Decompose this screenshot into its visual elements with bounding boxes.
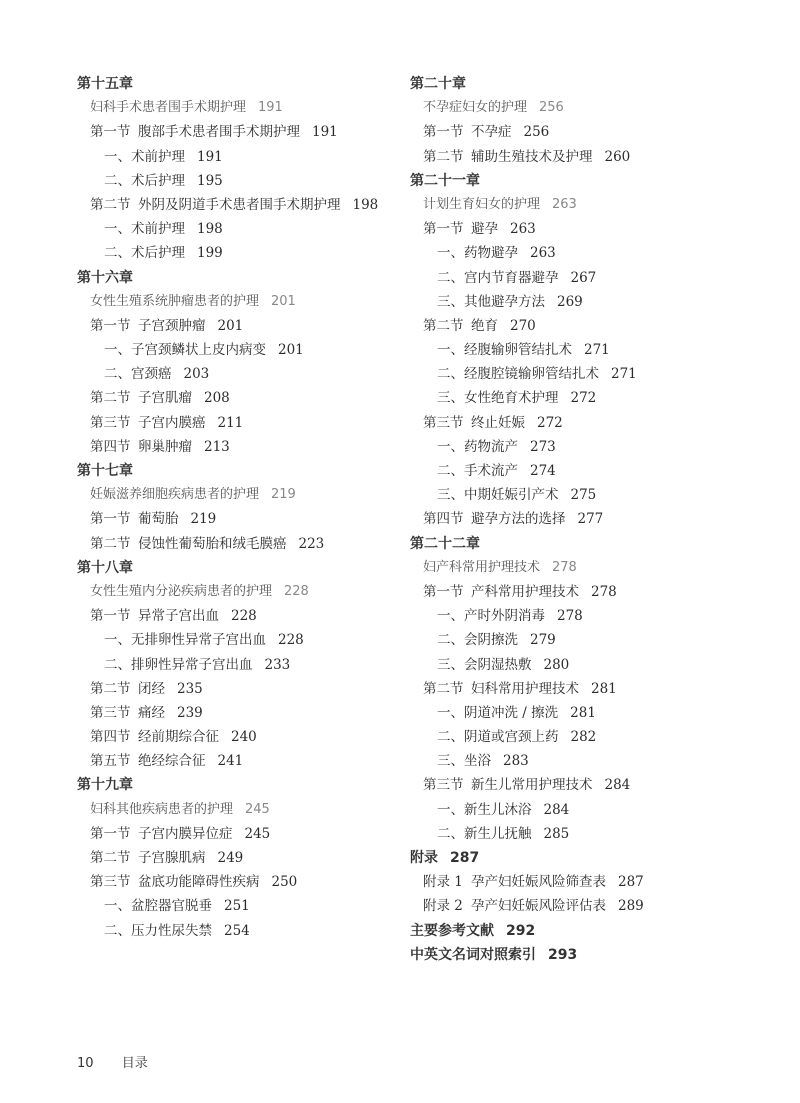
toc-page-number: 283 xyxy=(503,753,529,770)
toc-page-number: 282 xyxy=(570,729,597,746)
toc-item[interactable] xyxy=(410,483,790,507)
toc-section-number: 第二节 xyxy=(90,196,131,213)
footer-title: 目录 xyxy=(121,1056,148,1071)
toc-section-number: 第二节 xyxy=(423,680,464,697)
toc-page-number: 239 xyxy=(177,704,203,721)
toc-appendix[interactable] xyxy=(410,870,790,894)
toc-title: 一、新生儿沐浴 xyxy=(437,801,532,818)
toc-item[interactable] xyxy=(410,628,790,652)
toc-page-number: 219 xyxy=(190,511,217,528)
toc-page-number: 287 xyxy=(618,874,644,891)
toc-title: 妊娠滋养细胞疾病患者的护理 xyxy=(90,487,260,503)
toc-title: 绝经综合征 xyxy=(138,753,206,770)
toc-title: 异常子宫出血 xyxy=(138,608,219,625)
toc-page-number: 198 xyxy=(352,196,379,213)
toc-title: 妇科手术患者围手术期护理 xyxy=(90,100,247,116)
toc-sub[interactable] xyxy=(410,96,790,120)
toc-title: 附录 xyxy=(410,850,438,866)
toc-item[interactable] xyxy=(77,919,397,943)
toc-page-number: 292 xyxy=(506,922,536,939)
toc-title: 子宫腺肌病 xyxy=(138,850,206,866)
toc-section-number: 附录 2 xyxy=(423,898,463,915)
toc-page-number: 269 xyxy=(557,293,583,310)
toc-section[interactable] xyxy=(77,193,397,217)
toc-page-number: 250 xyxy=(271,874,298,891)
toc-section-number: 第三节 xyxy=(423,777,464,794)
toc-section-number: 第二节 xyxy=(90,535,131,552)
toc-page-number: 277 xyxy=(577,511,604,528)
toc-item[interactable] xyxy=(410,241,790,265)
toc-sub[interactable] xyxy=(410,193,790,217)
toc-title: 第十九章 xyxy=(77,777,133,794)
toc-title: 第十七章 xyxy=(77,463,133,479)
toc-title: 绝育 xyxy=(471,317,498,334)
toc-section-number: 第一节 xyxy=(423,124,464,141)
toc-section[interactable] xyxy=(77,846,397,870)
toc-item[interactable] xyxy=(410,701,790,725)
toc-section[interactable] xyxy=(410,314,790,338)
toc-title: 二、术后护理 xyxy=(104,172,185,189)
toc-section-number: 第四节 xyxy=(90,438,131,455)
toc-item[interactable] xyxy=(77,145,397,169)
toc-title: 一、术前护理 xyxy=(104,148,185,165)
toc-item[interactable] xyxy=(410,386,790,410)
toc-item[interactable] xyxy=(410,798,790,822)
toc-item[interactable] xyxy=(410,653,790,677)
toc-page-number: 271 xyxy=(611,366,637,383)
toc-section-number: 附录 1 xyxy=(423,874,463,891)
toc-title: 三、中期妊娠引产术 xyxy=(437,487,559,504)
toc-title: 子宫内膜癌 xyxy=(138,414,206,431)
toc-page-number: 191 xyxy=(197,148,223,165)
toc-page-number: 228 xyxy=(231,608,257,625)
toc-page-number: 263 xyxy=(530,245,556,262)
toc-title: 三、坐浴 xyxy=(437,753,491,770)
toc-section-number: 第一节 xyxy=(90,511,131,528)
toc-page-number: 240 xyxy=(231,729,257,746)
toc-page-number: 228 xyxy=(278,632,304,649)
toc-section-number: 第二节 xyxy=(90,850,131,866)
toc-chapter[interactable] xyxy=(410,169,790,193)
toc-title: 新生儿常用护理技术 xyxy=(471,777,593,794)
toc-section[interactable] xyxy=(410,580,790,604)
toc-section-number: 第二节 xyxy=(423,148,464,165)
toc-title: 一、术前护理 xyxy=(104,221,185,238)
toc-item[interactable] xyxy=(410,725,790,749)
toc-section-number: 第三节 xyxy=(90,414,131,431)
toc-section[interactable] xyxy=(77,725,397,749)
toc-item[interactable] xyxy=(77,169,397,193)
toc-backmatter[interactable] xyxy=(410,846,790,870)
toc-section[interactable] xyxy=(77,677,397,701)
toc-section[interactable] xyxy=(410,773,790,797)
toc-page-number: 284 xyxy=(604,777,631,794)
toc-section[interactable] xyxy=(410,145,790,169)
toc-section-number: 第三节 xyxy=(423,414,464,431)
toc-page-number: 201 xyxy=(271,293,296,309)
toc-page-number: 256 xyxy=(523,124,550,141)
toc-section[interactable] xyxy=(77,604,397,628)
toc-section[interactable] xyxy=(77,386,397,410)
toc-section[interactable] xyxy=(77,507,397,531)
toc-page-number: 289 xyxy=(618,898,644,915)
toc-chapter[interactable] xyxy=(77,72,397,96)
toc-title: 侵蚀性葡萄胎和绒毛膜癌 xyxy=(138,535,287,552)
toc-title: 避孕方法的选择 xyxy=(471,511,566,528)
toc-title: 妇产科常用护理技术 xyxy=(423,559,541,575)
toc-item[interactable] xyxy=(77,241,397,265)
toc-item[interactable] xyxy=(77,653,397,677)
toc-section[interactable] xyxy=(77,532,397,556)
toc-page-number: 201 xyxy=(278,342,304,359)
toc-section[interactable] xyxy=(77,870,397,894)
toc-page-number: 272 xyxy=(537,414,563,431)
toc-title: 腹部手术患者围手术期护理 xyxy=(138,124,300,141)
toc-item[interactable] xyxy=(410,338,790,362)
toc-page-number: 271 xyxy=(584,342,610,359)
toc-title: 女性生殖内分泌疾病患者的护理 xyxy=(90,583,273,599)
toc-title: 一、药物流产 xyxy=(437,438,518,455)
toc-chapter[interactable] xyxy=(77,556,397,580)
toc-page-number: 241 xyxy=(217,753,244,770)
toc-section[interactable] xyxy=(410,507,790,531)
toc-title: 二、新生儿抚触 xyxy=(437,825,532,842)
toc-chapter[interactable] xyxy=(77,266,397,290)
toc-page-number: 191 xyxy=(312,124,338,141)
toc-item[interactable] xyxy=(77,338,397,362)
toc-section[interactable] xyxy=(77,701,397,725)
toc-page-number: 208 xyxy=(204,390,230,407)
toc-title: 一、产时外阴消毒 xyxy=(437,608,545,625)
toc-title: 痛经 xyxy=(138,704,165,721)
toc-section[interactable] xyxy=(77,822,397,846)
toc-item[interactable] xyxy=(410,822,790,846)
toc-title: 终止妊娠 xyxy=(471,414,525,431)
toc-left-column xyxy=(77,72,397,943)
toc-title: 一、药物避孕 xyxy=(437,245,518,262)
toc-page-number: 278 xyxy=(591,583,617,600)
toc-section[interactable] xyxy=(77,314,397,338)
toc-section[interactable] xyxy=(77,435,397,459)
toc-title: 二、会阴擦洗 xyxy=(437,632,518,649)
toc-title: 第二十二章 xyxy=(410,535,480,552)
toc-title: 不孕症 xyxy=(471,124,512,141)
toc-page-number: 270 xyxy=(510,317,536,334)
toc-section-number: 第一节 xyxy=(90,608,131,625)
toc-page-number: 211 xyxy=(217,414,244,431)
toc-section-number: 第三节 xyxy=(90,874,131,891)
toc-title: 外阴及阴道手术患者围手术期护理 xyxy=(138,196,341,213)
toc-backmatter[interactable] xyxy=(410,919,790,943)
toc-title: 子宫内膜异位症 xyxy=(138,825,233,842)
toc-page-number: 287 xyxy=(450,850,480,866)
toc-item[interactable] xyxy=(77,894,397,918)
toc-section-number: 第二节 xyxy=(90,680,131,697)
toc-appendix[interactable] xyxy=(410,894,790,918)
toc-title: 二、术后护理 xyxy=(104,245,185,262)
toc-page-number: 251 xyxy=(224,898,250,915)
toc-title: 中英文名词对照索引 xyxy=(410,946,536,963)
toc-chapter[interactable] xyxy=(410,532,790,556)
toc-page-number: 263 xyxy=(552,196,577,212)
toc-section[interactable] xyxy=(77,749,397,773)
footer-page-number: 10 xyxy=(77,1056,94,1071)
toc-sub[interactable] xyxy=(77,483,397,507)
toc-sub[interactable] xyxy=(77,290,397,314)
toc-section[interactable] xyxy=(410,677,790,701)
toc-item[interactable] xyxy=(77,217,397,241)
toc-title: 妇科常用护理技术 xyxy=(471,680,579,697)
toc-section-number: 第五节 xyxy=(90,753,131,770)
toc-section-number: 第一节 xyxy=(90,317,131,334)
toc-title: 子宫颈肿瘤 xyxy=(138,317,206,334)
toc-page-number: 256 xyxy=(539,100,564,116)
toc-page-number: 219 xyxy=(271,487,296,503)
toc-title: 辅助生殖技术及护理 xyxy=(471,148,593,165)
toc-page-number: 263 xyxy=(510,221,536,238)
toc-title: 第十六章 xyxy=(77,269,133,286)
toc-title: 盆底功能障碍性疾病 xyxy=(138,874,260,891)
toc-title: 二、阴道或宫颈上药 xyxy=(437,729,559,746)
toc-item[interactable] xyxy=(410,266,790,290)
toc-page-number: 201 xyxy=(217,317,244,334)
toc-title: 女性生殖系统肿瘤患者的护理 xyxy=(90,293,260,309)
toc-page-number: 228 xyxy=(284,583,309,599)
toc-title: 二、排卵性异常子宫出血 xyxy=(104,656,253,673)
toc-title: 二、压力性尿失禁 xyxy=(104,922,212,939)
toc-page-number: 280 xyxy=(543,656,570,673)
toc-page-number: 285 xyxy=(543,825,570,842)
page-footer xyxy=(77,1052,148,1071)
toc-page-number: 203 xyxy=(183,366,210,383)
toc-section-number: 第二节 xyxy=(90,390,131,407)
toc-title: 孕产妇妊娠风险评估表 xyxy=(471,898,606,915)
toc-backmatter[interactable] xyxy=(410,943,790,967)
toc-title: 闭经 xyxy=(138,680,165,697)
toc-page-number: 195 xyxy=(197,172,223,189)
toc-title: 经前期综合征 xyxy=(138,729,219,746)
toc-title: 卵巢肿瘤 xyxy=(138,438,192,455)
toc-page-number: 223 xyxy=(298,535,325,552)
toc-page-number: 199 xyxy=(197,245,223,262)
toc-chapter[interactable] xyxy=(77,773,397,797)
toc-item[interactable] xyxy=(410,362,790,386)
toc-page-number: 279 xyxy=(530,632,556,649)
toc-page-number: 275 xyxy=(570,487,597,504)
toc-page-number: 281 xyxy=(591,680,617,697)
toc-section-number: 第三节 xyxy=(90,704,131,721)
toc-page-number: 249 xyxy=(217,850,244,866)
toc-item[interactable] xyxy=(77,628,397,652)
toc-page-number: 274 xyxy=(530,463,556,479)
toc-title: 子宫肌瘤 xyxy=(138,390,192,407)
toc-page-number: 272 xyxy=(570,390,597,407)
toc-title: 主要参考文献 xyxy=(410,922,494,939)
toc-item[interactable] xyxy=(410,749,790,773)
toc-title: 第十八章 xyxy=(77,559,133,576)
toc-page-number: 278 xyxy=(552,559,577,575)
toc-section[interactable] xyxy=(77,120,397,144)
toc-title: 第十五章 xyxy=(77,76,133,92)
toc-section[interactable] xyxy=(77,411,397,435)
toc-sub[interactable] xyxy=(77,96,397,120)
toc-title: 孕产妇妊娠风险筛查表 xyxy=(471,874,606,891)
toc-item[interactable] xyxy=(77,362,397,386)
toc-right-column xyxy=(410,72,790,967)
toc-item[interactable] xyxy=(410,435,790,459)
toc-title: 避孕 xyxy=(471,221,498,238)
toc-sub[interactable] xyxy=(77,798,397,822)
toc-title: 妇科其他疾病患者的护理 xyxy=(90,801,234,817)
toc-title: 二、经腹腔镜输卵管结扎术 xyxy=(437,366,599,383)
toc-section[interactable] xyxy=(410,217,790,241)
toc-section-number: 第一节 xyxy=(90,124,131,141)
toc-chapter[interactable] xyxy=(410,72,790,96)
toc-item[interactable] xyxy=(410,290,790,314)
toc-page-number: 260 xyxy=(604,148,631,165)
toc-section-number: 第四节 xyxy=(90,729,131,746)
toc-page-number: 245 xyxy=(244,825,271,842)
toc-title: 一、盆腔器官脱垂 xyxy=(104,898,212,915)
toc-page-number: 278 xyxy=(557,608,583,625)
toc-title: 一、子宫颈鳞状上皮内病变 xyxy=(104,342,266,359)
toc-item[interactable] xyxy=(410,459,790,483)
toc-section-number: 第一节 xyxy=(423,221,464,238)
toc-chapter[interactable] xyxy=(77,459,397,483)
toc-title: 一、无排卵性异常子宫出血 xyxy=(104,632,266,649)
toc-sub[interactable] xyxy=(410,556,790,580)
toc-section-number: 第四节 xyxy=(423,511,464,528)
toc-page-number: 293 xyxy=(548,946,578,963)
toc-title: 二、宫颈癌 xyxy=(104,366,172,383)
toc-title: 二、宫内节育器避孕 xyxy=(437,269,559,286)
toc-sub[interactable] xyxy=(77,580,397,604)
toc-title: 三、会阴湿热敷 xyxy=(437,656,532,673)
toc-section-number: 第一节 xyxy=(423,583,464,600)
toc-title: 不孕症妇女的护理 xyxy=(423,100,528,116)
toc-title: 葡萄胎 xyxy=(138,511,179,528)
toc-title: 二、手术流产 xyxy=(437,463,518,479)
toc-page-number: 281 xyxy=(570,704,596,721)
toc-section-number: 第二节 xyxy=(423,317,464,334)
toc-page-number: 233 xyxy=(264,656,291,673)
toc-page-number: 254 xyxy=(224,922,250,939)
toc-page-number: 198 xyxy=(197,221,223,238)
toc-page-number: 267 xyxy=(570,269,597,286)
toc-page-number: 213 xyxy=(204,438,230,455)
toc-title: 三、女性绝育术护理 xyxy=(437,390,559,407)
toc-page-number: 191 xyxy=(258,100,283,116)
toc-title: 计划生育妇女的护理 xyxy=(423,196,541,212)
toc-page-number: 245 xyxy=(245,801,270,817)
toc-page-number: 235 xyxy=(177,680,203,697)
toc-title: 一、经腹输卵管结扎术 xyxy=(437,342,572,359)
toc-title: 第二十一章 xyxy=(410,172,480,189)
toc-section-number: 第一节 xyxy=(90,825,131,842)
toc-page-number: 273 xyxy=(530,438,556,455)
toc-section[interactable] xyxy=(410,411,790,435)
toc-title: 一、阴道冲洗 / 擦洗 xyxy=(437,704,559,721)
toc-page-number: 284 xyxy=(543,801,570,818)
toc-section[interactable] xyxy=(410,120,790,144)
toc-title: 第二十章 xyxy=(410,76,466,92)
toc-item[interactable] xyxy=(410,604,790,628)
toc-title: 产科常用护理技术 xyxy=(471,583,579,600)
toc-title: 三、其他避孕方法 xyxy=(437,293,545,310)
